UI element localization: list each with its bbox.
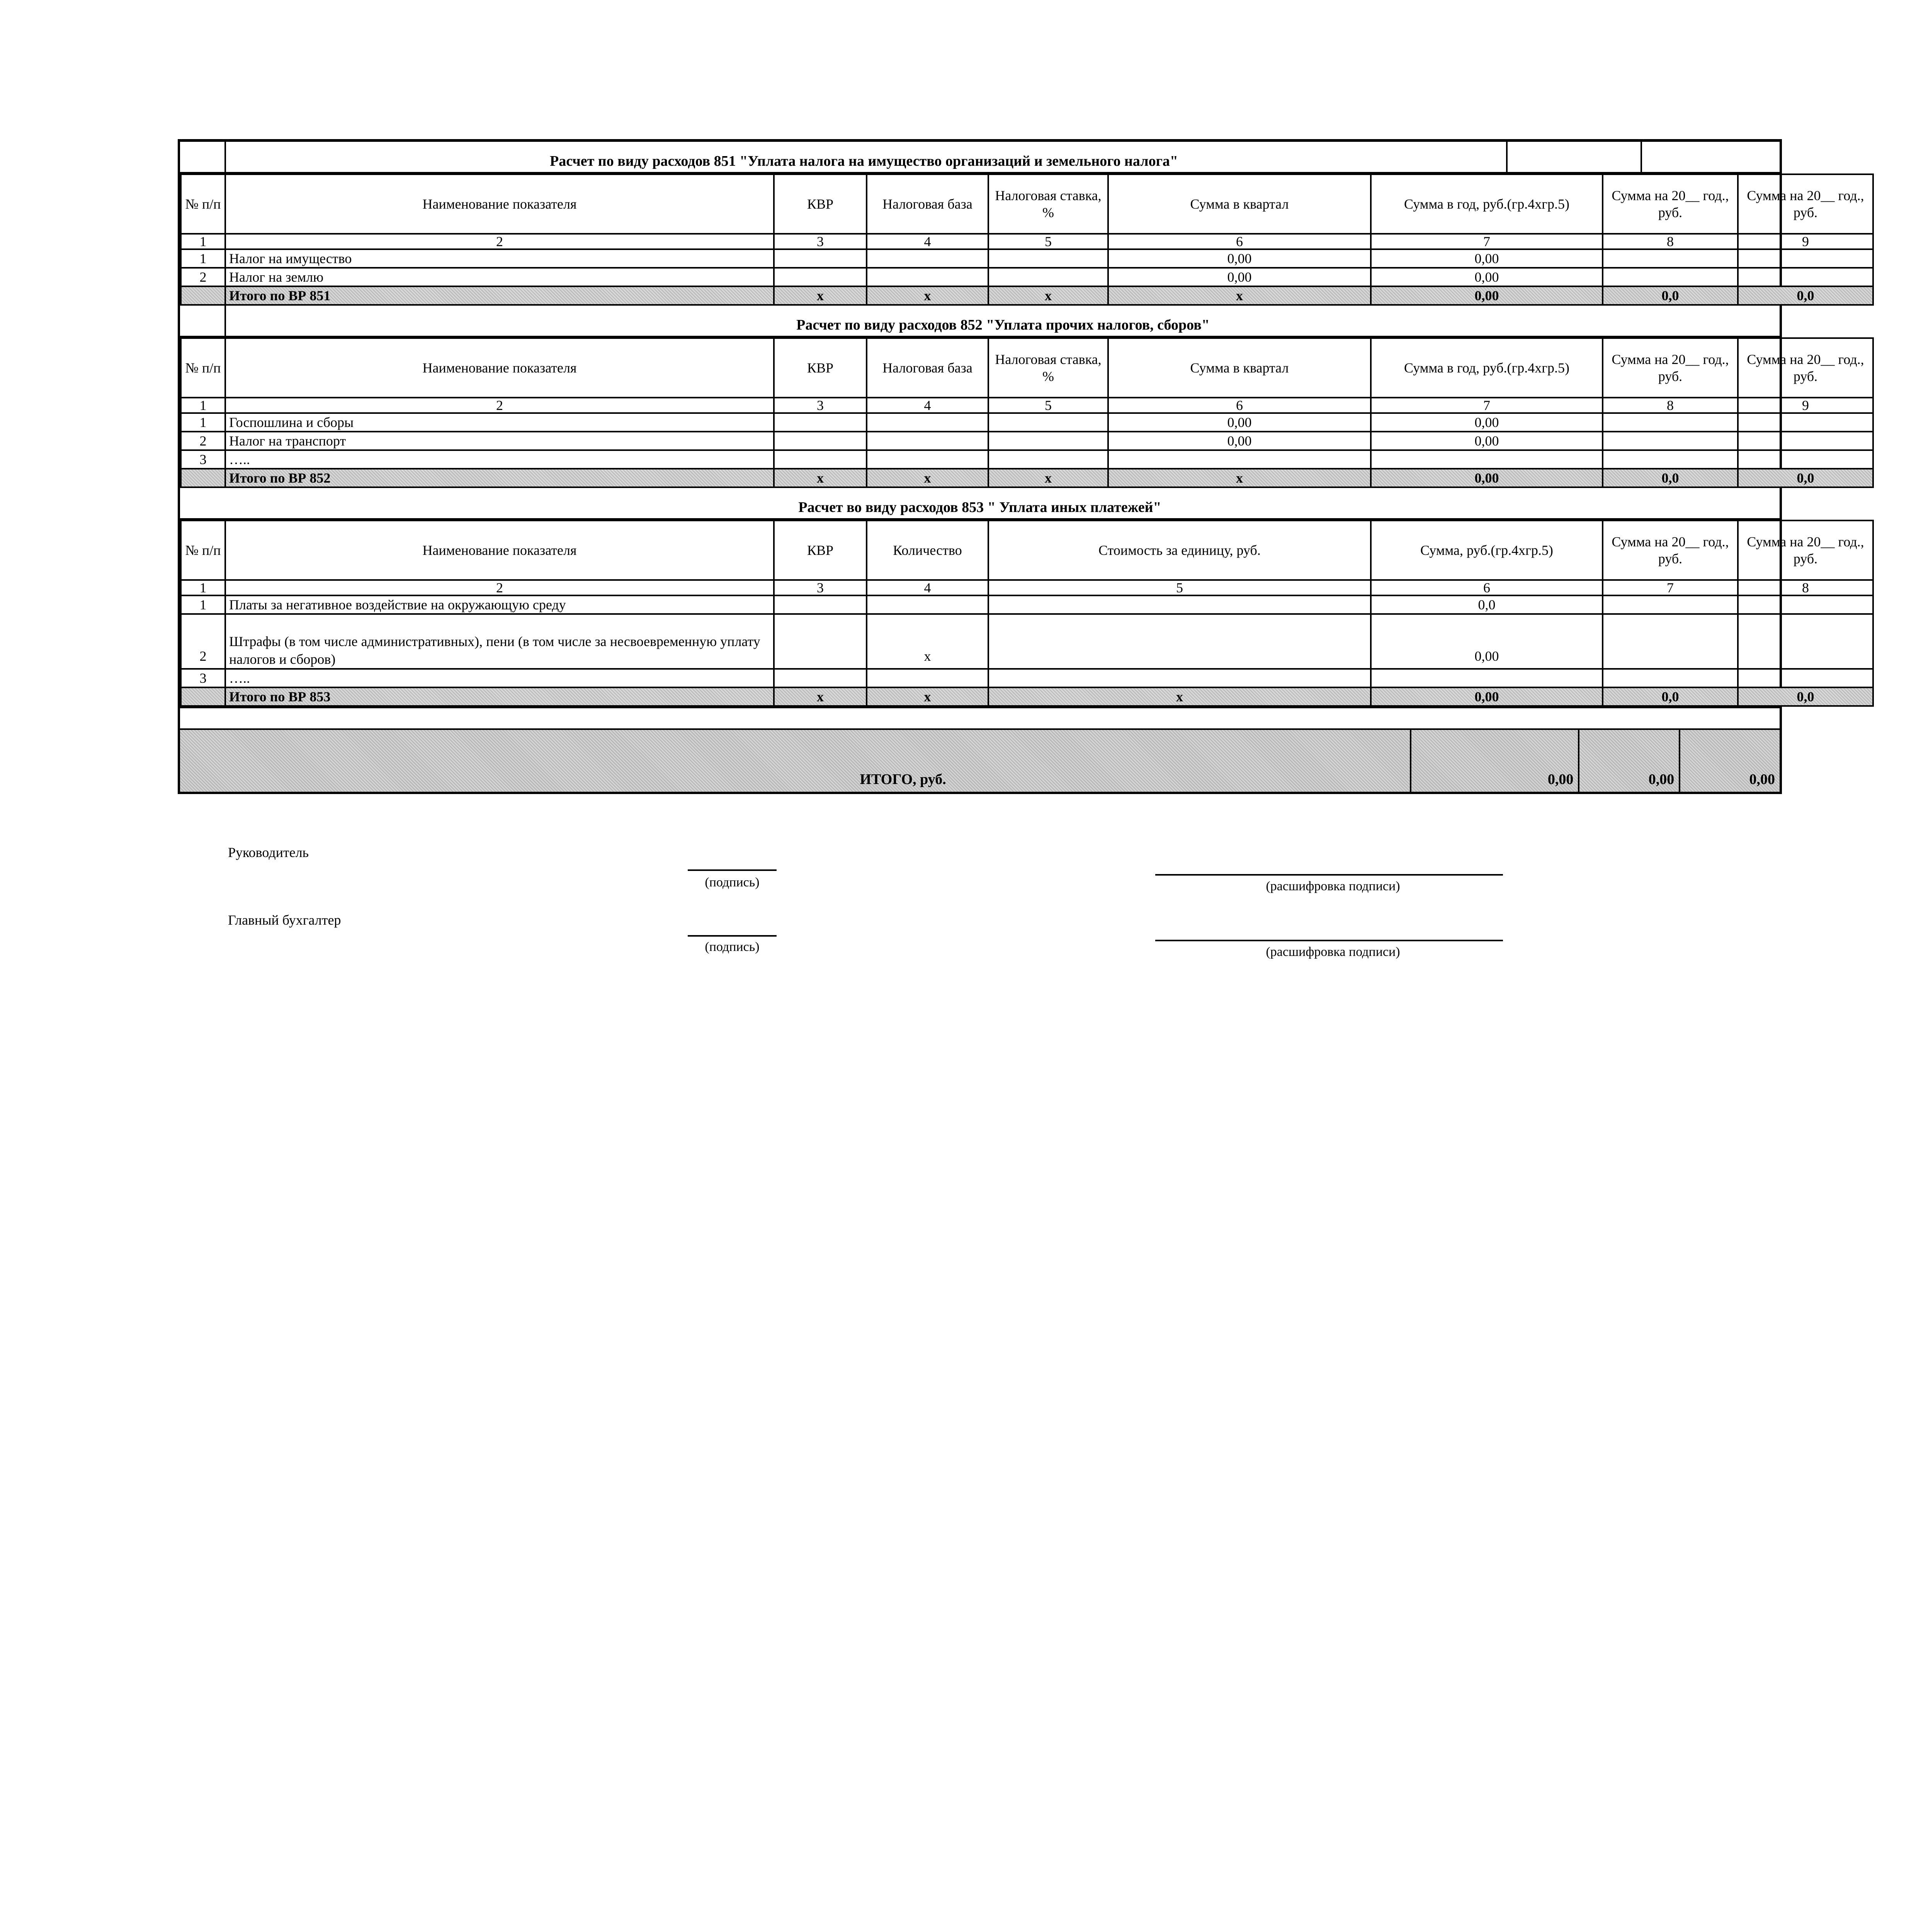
col-number: 1 xyxy=(181,398,225,413)
table-row xyxy=(181,249,1873,268)
col-header-next-year-2: Сумма на 20__ год., руб. xyxy=(1738,338,1873,398)
sum-value: 0,00 xyxy=(1371,614,1603,669)
col-number: 5 xyxy=(988,234,1108,249)
col-header-year-sum: Сумма в год, руб.(гр.4хгр.5) xyxy=(1371,338,1603,398)
col-header-num: № п/п xyxy=(181,174,225,234)
total-next-year-1: 0,0 xyxy=(1603,687,1738,706)
accountant-decode-caption: (расшифровка подписи) xyxy=(1266,945,1400,959)
col-number: 8 xyxy=(1738,580,1873,595)
total-year-sum: 0,00 xyxy=(1371,469,1603,487)
x-mark: x xyxy=(774,286,867,305)
section-852-title xyxy=(180,306,1780,337)
table-853 xyxy=(180,520,1874,707)
total-label: Итого по ВР 853 xyxy=(225,687,774,706)
row-name: Штрафы (в том числе административных), пени (в том числе за несвоевременную уплату налогов и сборов) xyxy=(225,614,774,669)
col-header-tax-rate: Налоговая ставка, % xyxy=(988,338,1108,398)
col-header-next-year-1: Сумма на 20__ год., руб. xyxy=(1603,174,1738,234)
row-number: 2 xyxy=(181,268,225,286)
x-mark: x xyxy=(774,687,867,706)
quarter-sum-value: 0,00 xyxy=(1108,249,1371,268)
col-header-sum: Сумма, руб.(гр.4хгр.5) xyxy=(1371,520,1603,580)
total-year-sum: 0,00 xyxy=(1371,286,1603,305)
col-header-kvr: КВР xyxy=(774,338,867,398)
col-header-name: Наименование показателя xyxy=(225,174,774,234)
col-number: 5 xyxy=(988,580,1371,595)
col-number: 3 xyxy=(774,234,867,249)
table-row xyxy=(181,450,1873,469)
accountant-sign-caption: (подпись) xyxy=(705,940,760,954)
quantity-value xyxy=(867,595,988,614)
col-number: 7 xyxy=(1603,580,1738,595)
col-number: 9 xyxy=(1738,234,1873,249)
year-sum-value: 0,00 xyxy=(1371,432,1603,450)
col-number: 4 xyxy=(867,234,988,249)
accountant-decode-line xyxy=(1155,940,1503,941)
row-name: Налог на землю xyxy=(225,268,774,286)
sum-value xyxy=(1371,669,1603,687)
col-number: 3 xyxy=(774,398,867,413)
head-sign-caption: (подпись) xyxy=(705,875,760,889)
year-sum-value: 0,00 xyxy=(1371,413,1603,432)
accountant-label: Главный бухгалтер xyxy=(228,912,341,928)
row-number: 3 xyxy=(181,669,225,687)
quarter-sum-value xyxy=(1108,450,1371,469)
spacer-row xyxy=(180,707,1780,728)
section-853-title xyxy=(180,488,1780,520)
row-name: ….. xyxy=(225,450,774,469)
col-number: 1 xyxy=(181,580,225,595)
year-sum-value: 0,00 xyxy=(1371,268,1603,286)
col-header-unit-cost: Стоимость за единицу, руб. xyxy=(988,520,1371,580)
head-sign-line xyxy=(688,869,777,871)
x-mark: x xyxy=(867,687,988,706)
section-852-title-text: Расчет по виду расходов 852 "Уплата прочих налогов, сборов" xyxy=(796,317,1210,333)
total-next-year-1: 0,0 xyxy=(1603,469,1738,487)
col-number: 3 xyxy=(774,580,867,595)
col-header-next-year-2: Сумма на 20__ год., руб. xyxy=(1738,174,1873,234)
total-label: Итого по ВР 852 xyxy=(225,469,774,487)
section-851-title-text: Расчет по виду расходов 851 "Уплата налога на имущество организаций и земельного налога" xyxy=(550,153,1178,169)
quarter-sum-value: 0,00 xyxy=(1108,413,1371,432)
section-851-title xyxy=(180,142,1780,173)
col-number: 2 xyxy=(225,580,774,595)
col-header-tax-rate: Налоговая ставка, % xyxy=(988,174,1108,234)
col-header-quantity: Количество xyxy=(867,520,988,580)
total-next-year-2: 0,0 xyxy=(1738,687,1873,706)
total-next-year-2: 0,0 xyxy=(1738,469,1873,487)
x-mark: x xyxy=(988,286,1108,305)
year-sum-value: 0,00 xyxy=(1371,249,1603,268)
quarter-sum-value: 0,00 xyxy=(1108,268,1371,286)
col-number: 2 xyxy=(225,398,774,413)
total-sum: 0,00 xyxy=(1371,687,1603,706)
col-header-tax-base: Налоговая база xyxy=(867,338,988,398)
sum-value: 0,0 xyxy=(1371,595,1603,614)
table-row xyxy=(181,268,1873,286)
col-number: 5 xyxy=(988,398,1108,413)
grand-total-next-year-1: 0,00 xyxy=(1578,730,1679,792)
row-number: 2 xyxy=(181,432,225,450)
head-decode-line xyxy=(1155,874,1503,876)
x-mark: x xyxy=(1108,469,1371,487)
year-sum-value xyxy=(1371,450,1603,469)
table-row xyxy=(181,614,1873,669)
table-851 xyxy=(180,173,1874,306)
grand-total-sum: 0,00 xyxy=(1410,730,1578,792)
total-row-852 xyxy=(181,469,1873,487)
x-mark: x xyxy=(988,687,1371,706)
row-name: Госпошлина и сборы xyxy=(225,413,774,432)
head-decode-caption: (расшифровка подписи) xyxy=(1266,879,1400,893)
row-number: 2 xyxy=(181,614,225,669)
col-number: 7 xyxy=(1371,234,1603,249)
x-mark: x xyxy=(1108,286,1371,305)
x-mark: x xyxy=(867,469,988,487)
table-row xyxy=(181,432,1873,450)
row-number: 1 xyxy=(181,595,225,614)
col-number: 2 xyxy=(225,234,774,249)
row-name: Налог на имущество xyxy=(225,249,774,268)
col-header-next-year-2: Сумма на 20__ год., руб. xyxy=(1738,520,1873,580)
row-name: ….. xyxy=(225,669,774,687)
x-mark: x xyxy=(867,286,988,305)
col-number: 4 xyxy=(867,398,988,413)
col-number: 8 xyxy=(1603,234,1738,249)
col-header-kvr: КВР xyxy=(774,520,867,580)
col-header-next-year-1: Сумма на 20__ год., руб. xyxy=(1603,338,1738,398)
row-number: 3 xyxy=(181,450,225,469)
col-number: 4 xyxy=(867,580,988,595)
column-numbers-row xyxy=(181,580,1873,595)
quantity-value: x xyxy=(867,614,988,669)
col-header-tax-base: Налоговая база xyxy=(867,174,988,234)
head-label: Руководитель xyxy=(228,845,309,860)
grand-total-row xyxy=(180,728,1780,792)
total-label: Итого по ВР 851 xyxy=(225,286,774,305)
col-header-kvr: КВР xyxy=(774,174,867,234)
row-name: Налог на транспорт xyxy=(225,432,774,450)
col-number: 6 xyxy=(1108,234,1371,249)
col-number: 9 xyxy=(1738,398,1873,413)
column-numbers-row xyxy=(181,398,1873,413)
section-853-title-text: Расчет во виду расходов 853 " Уплата иных платежей" xyxy=(798,499,1161,515)
col-header-quarter-sum: Сумма в квартал xyxy=(1108,338,1371,398)
row-number: 1 xyxy=(181,249,225,268)
grand-total-label: ИТОГО, руб. xyxy=(860,771,946,787)
table-row xyxy=(181,413,1873,432)
col-number: 6 xyxy=(1108,398,1371,413)
col-header-num: № п/п xyxy=(181,520,225,580)
col-header-next-year-1: Сумма на 20__ год., руб. xyxy=(1603,520,1738,580)
grand-total-next-year-2: 0,00 xyxy=(1679,730,1780,792)
col-header-num: № п/п xyxy=(181,338,225,398)
col-number: 1 xyxy=(181,234,225,249)
table-row xyxy=(181,669,1873,687)
row-number: 1 xyxy=(181,413,225,432)
total-row-853 xyxy=(181,687,1873,706)
x-mark: x xyxy=(988,469,1108,487)
col-header-year-sum: Сумма в год, руб.(гр.4хгр.5) xyxy=(1371,174,1603,234)
x-mark: x xyxy=(774,469,867,487)
quarter-sum-value: 0,00 xyxy=(1108,432,1371,450)
table-row xyxy=(181,595,1873,614)
accountant-sign-line xyxy=(688,935,777,937)
total-row-851 xyxy=(181,286,1873,305)
budget-calculation-form xyxy=(178,139,1864,794)
col-number: 8 xyxy=(1603,398,1738,413)
total-next-year-2: 0,0 xyxy=(1738,286,1873,305)
col-number: 7 xyxy=(1371,398,1603,413)
col-header-quarter-sum: Сумма в квартал xyxy=(1108,174,1371,234)
row-name: Платы за негативное воздействие на окружающую среду xyxy=(225,595,774,614)
column-numbers-row xyxy=(181,234,1873,249)
quantity-value xyxy=(867,669,988,687)
table-852 xyxy=(180,337,1874,488)
col-header-name: Наименование показателя xyxy=(225,338,774,398)
total-next-year-1: 0,0 xyxy=(1603,286,1738,305)
col-header-name: Наименование показателя xyxy=(225,520,774,580)
col-number: 6 xyxy=(1371,580,1603,595)
